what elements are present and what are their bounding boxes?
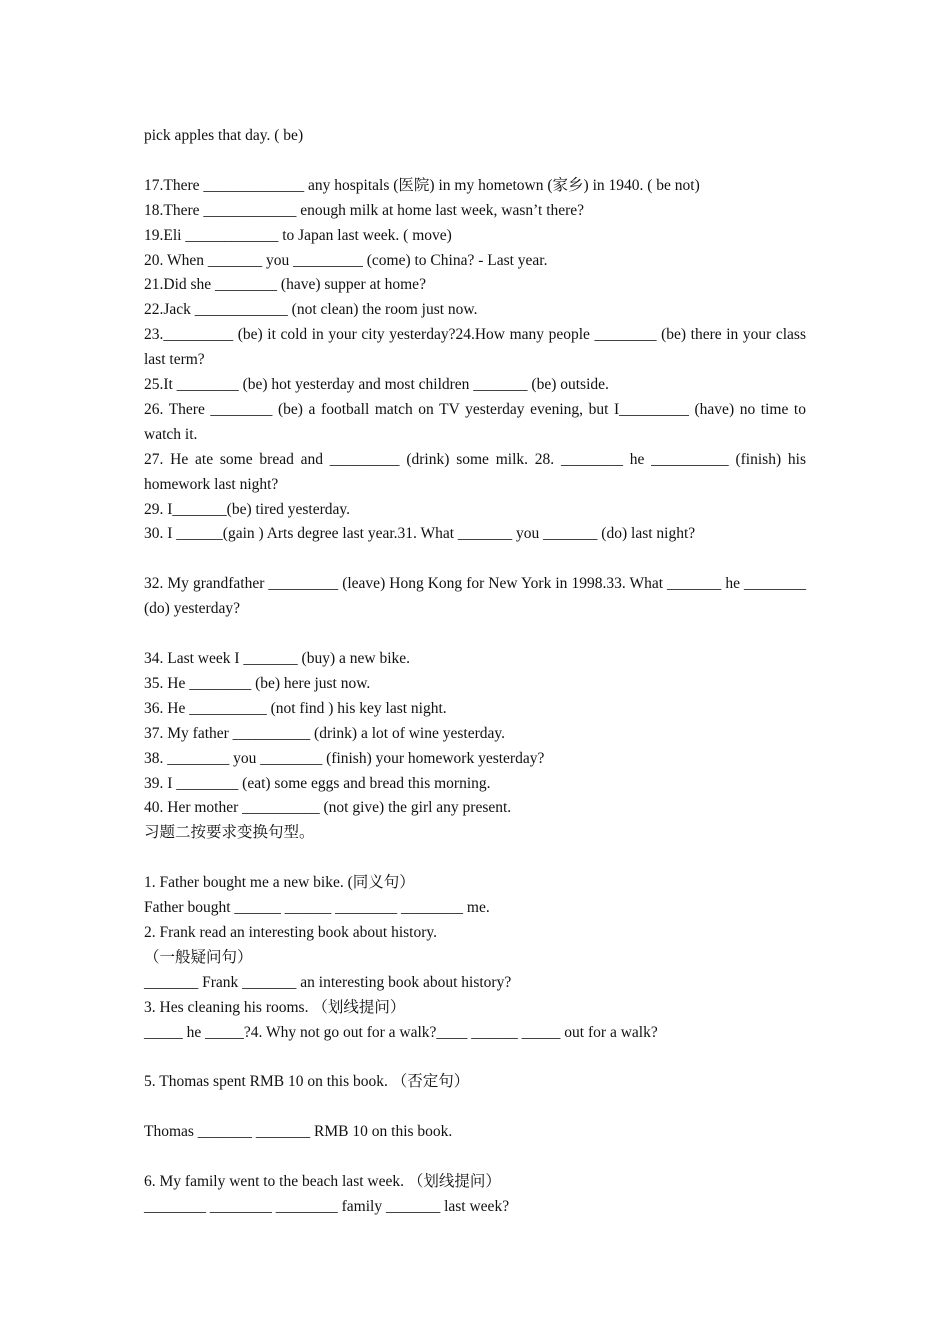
blank-line [144,846,806,871]
blank-line [144,622,806,647]
question-32-33: 32. My grandfather _________ (leave) Hong Kong for New York in 1998.33. What _______ he ________ (do) yesterday? [144,575,810,618]
question-38: 38. ________ you ________ (finish) your homework yesterday? [144,749,545,767]
question-27-28: 27. He ate some bread and _________ (drink) some milk. 28. ________ he __________ (finish) his homework last night? [144,450,810,493]
blank-line [144,1045,806,1070]
question-30-31: 30. I ______(gain ) Arts degree last year.31. What _______ you _______ (do) last night? [144,525,696,543]
exercise-2-answer: _______ Frank _______ an interesting book about history? [144,973,512,991]
question-40: 40. Her mother __________ (not give) the girl any present. [144,799,512,817]
exercise-6: 6. My family went to the beach last week. （划线提问） [144,1172,501,1190]
exercise-3-4-answer: _____ he _____?4. Why not go out for a walk?____ ______ _____ out for a walk? [144,1023,658,1041]
exercise-1-answer: Father bought ______ ______ ________ ________ me. [144,899,490,917]
question-21: 21.Did she ________ (have) supper at home? [144,276,426,294]
exercise-1: 1. Father bought me a new bike. (同义句） [144,874,415,892]
question-18: 18.There ____________ enough milk at home last week, wasn’t there? [144,201,585,219]
text-line: pick apples that day. ( be) [144,127,304,144]
exercise-3: 3. Hes cleaning his rooms. （划线提问） [144,998,406,1016]
exercise-5: 5. Thomas spent RMB 10 on this book. （否定句） [144,1073,470,1091]
exercise-6-answer: ________ ________ ________ family _______ last week? [144,1197,510,1215]
question-22: 22.Jack ____________ (not clean) the room just now. [144,301,478,319]
question-17: 17.There _____________ any hospitals (医院) in my hometown (家乡) in 1940. ( be not) [144,176,700,194]
blank-line [144,1145,806,1170]
section-heading: 习题二按要求变换句型。 [144,824,315,842]
question-39: 39. I ________ (eat) some eggs and bread this morning. [144,774,491,792]
question-19: 19.Eli ____________ to Japan last week. ( move) [144,226,452,244]
question-35: 35. He ________ (be) here just now. [144,674,371,692]
question-20: 20. When _______ you _________ (come) to China? - Last year. [144,251,548,269]
blank-line [144,547,806,572]
question-29: 29. I_______(be) tired yesterday. [144,500,351,518]
exercise-5-answer: Thomas _______ _______ RMB 10 on this book. [144,1123,453,1141]
document-body [144,124,810,1220]
question-36: 36. He __________ (not find ) his key last night. [144,699,447,717]
question-37: 37. My father __________ (drink) a lot of wine yesterday. [144,724,506,742]
exercise-2-instruction: （一般疑问句） [144,948,253,966]
blank-line [144,1095,806,1120]
question-25: 25.It ________ (be) hot yesterday and most children _______ (be) outside. [144,376,609,394]
blank-line [144,149,806,174]
question-34: 34. Last week I _______ (buy) a new bike. [144,649,411,667]
question-23-24: 23._________ (be) it cold in your city yesterday?24.How many people ________ (be) there in your class last term? [144,326,810,369]
question-26: 26. There ________ (be) a football match on TV yesterday evening, but I_________ (have) no time to watch it. [144,400,810,443]
exercise-2: 2. Frank read an interesting book about history. [144,923,438,941]
